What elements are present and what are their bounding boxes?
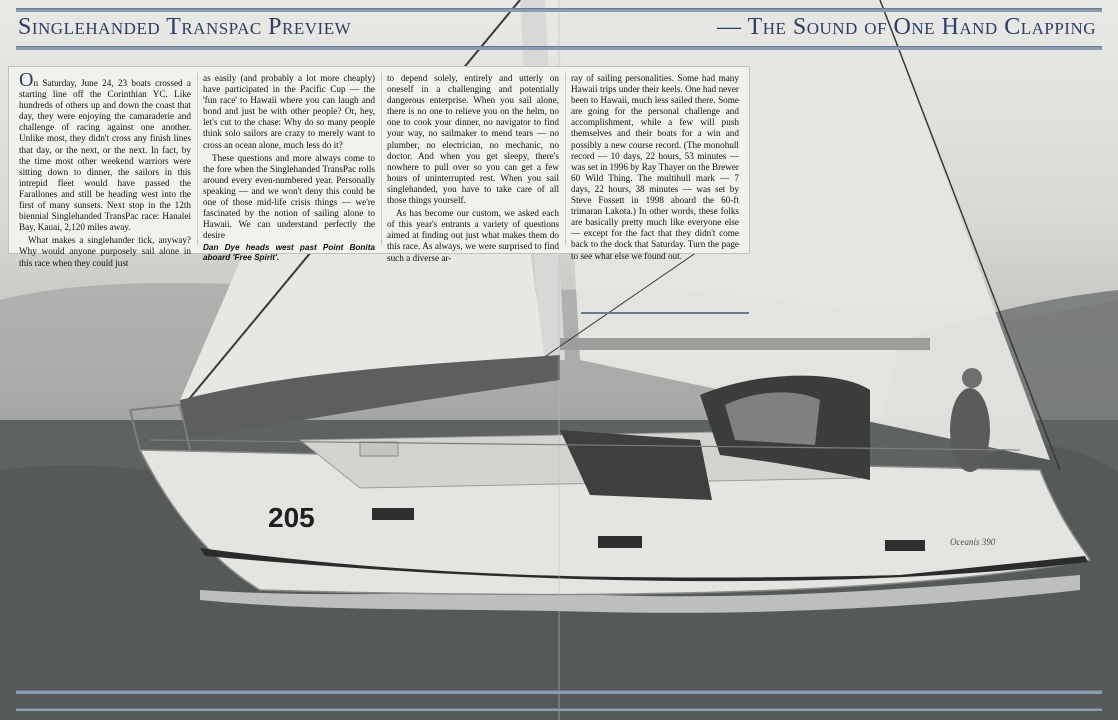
column-divider xyxy=(565,73,566,245)
sailor xyxy=(950,388,990,472)
column-divider xyxy=(197,73,198,245)
column-3-paragraph-2: As has become our custom, we asked each of this year's entrants a variety of questions aimed at finding out just what makes them do this race. As always, we were surprised to find such a diverse ar- xyxy=(387,208,559,263)
drop-cap: O xyxy=(19,69,34,91)
hatch xyxy=(360,442,398,456)
column-divider xyxy=(381,73,382,245)
column-2-paragraph-1: as easily (and probably a lot more cheaply) have participated in the Pacific Cup — the 'fun race' to Hawaii where you can laugh and bond and just be with other people? Or, hey, let's cut to the chase: Why do so many people think solo sailors are crazy to merely want to cross an ocean alone, much less do it? xyxy=(203,73,375,150)
boom xyxy=(560,338,930,350)
column-2-paragraph-2: These questions and more always come to the fore when the Singlehanded TransPac rolls around every even-numbered year. Personally speaking — and we won't deny this could be one of those mid-life crisis things — we're fascinated by the notion of sailing alone to Hawaii. We can understand perfectly the desire xyxy=(203,152,375,241)
column-4 xyxy=(571,73,739,264)
photo-caption: Dan Dye heads west past Point Bonita aboard 'Free Spirit'. xyxy=(203,243,375,262)
column-1-paragraph-1: On Saturday, June 24, 23 boats crossed a starting line off the Corinthian YC. Like hundreds of others up and down the coast that day, they were enjoying the camaraderie and challenge of racing against one another. Unlike most, they didn't cross any finish lines that day, or the next, or the next. In fact, by the time most other weekend warriors were sitting down to dinner, the sailors in this intrepid fleet would have passed the Farallones and still be heading west into the first of many sunsets. Next stop in the 12th biennial Singlehanded TransPac race: Hanalei Bay, Kauai, 2,120 miles away. xyxy=(19,69,191,233)
sailor-head xyxy=(962,368,982,388)
article-textbox xyxy=(8,66,750,268)
article-title: — The Sound of One Hand Clapping xyxy=(716,14,1096,40)
porthole-3 xyxy=(885,540,925,551)
section-title: Singlehanded Transpac Preview xyxy=(18,14,352,40)
boat-name: Oceanis 390 xyxy=(950,537,996,547)
column-3-paragraph-1: to depend solely, entirely and utterly on oneself in a challenging and potentially dangerous enterprise. When you sail alone, there is no one to relieve you on the helm, no one to cook your dinner, no navigator to find your way, no sailmaker to mend tears — no plumber, no electrician, no mechanic, no doctor. And when you get sleepy, there's nowhere to pull over so you can get a few hours of uninterrupted rest. When you sail singlehanded, you have to take care of all those things yourself. xyxy=(387,73,559,206)
column-1 xyxy=(19,69,191,271)
porthole-1 xyxy=(372,508,414,520)
column-3 xyxy=(387,73,559,266)
dodger-window xyxy=(725,392,820,445)
title-underline xyxy=(16,46,1102,50)
top-rule xyxy=(16,8,1102,12)
column-end-rule xyxy=(581,312,749,314)
column-1-paragraph-2: What makes a singlehander tick, anyway? Why would anyone purposely sail alone in this race when they could just xyxy=(19,235,191,268)
sail-number: 205 xyxy=(268,502,315,533)
bottom-rule-2 xyxy=(16,708,1102,711)
porthole-2 xyxy=(598,536,642,548)
column-2 xyxy=(203,73,375,262)
bottom-rule-1 xyxy=(16,690,1102,694)
column-4-paragraph-1: ray of sailing personalities. Some had many Hawaii trips under their keels. One had never been to Hawaii, much less sailed there. Some are going for the personal challenge and accomplishment, while a few will push themselves and their boats for a win and possibly a new course record. (The monohull record — 10 days, 22 hours, 53 minutes — was set in 1996 by Ray Thayer on the Brewer 60 Wild Thing. The multihull mark — 7 days, 22 hours, 38 minutes — was set by Steve Fossett in 1998 aboard the 60-ft trimaran Lakota.) In other words, these folks are basically pretty much like everyone else — except for the fact that they didn't come back to the dock that Saturday. Turn the page to see what else we found out. xyxy=(571,73,739,261)
